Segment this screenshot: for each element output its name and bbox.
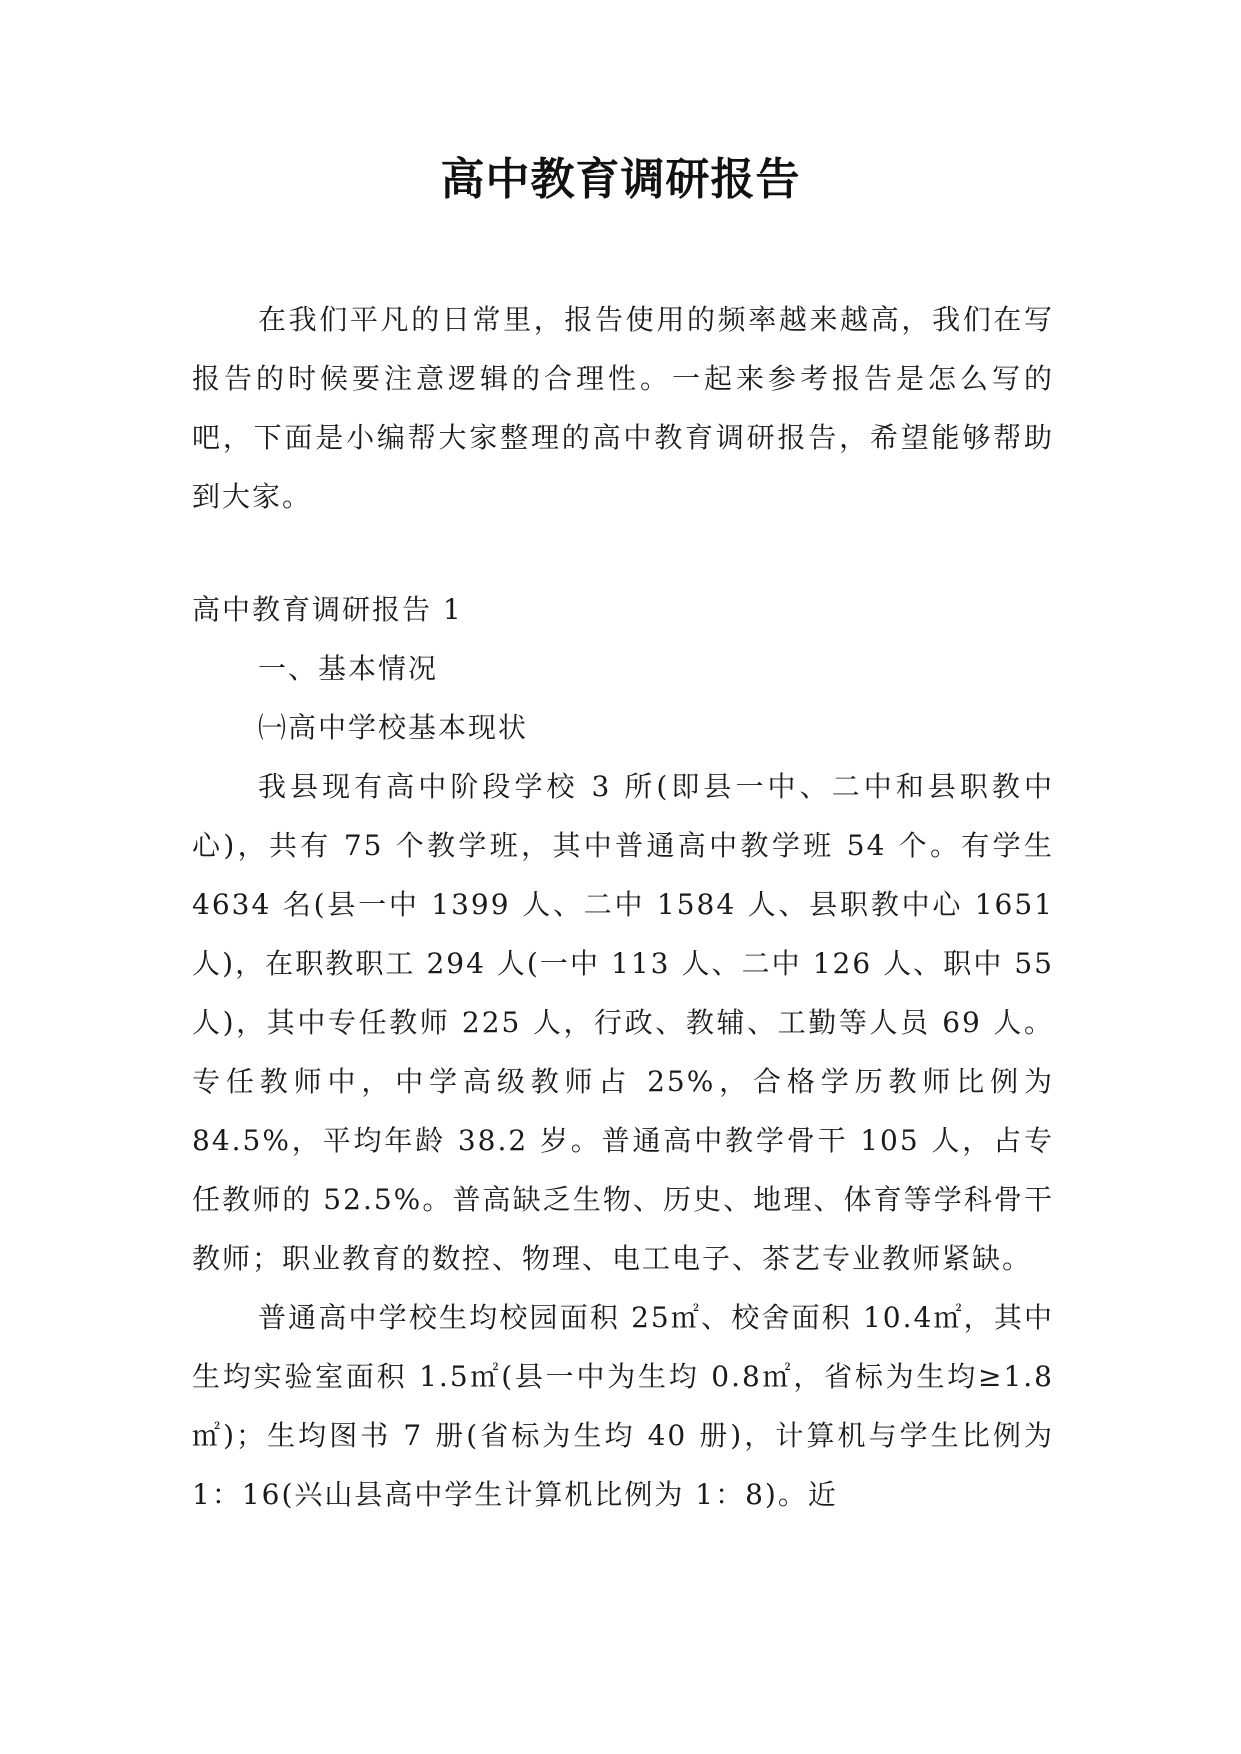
document-title: 高中教育调研报告 bbox=[440, 154, 801, 205]
heading-basic-situation: 一、基本情况 bbox=[258, 652, 439, 685]
intro-paragraph: 在我们平凡的日常里，报告使用的频率越来越高，我们在写报告的时候要注意逻辑的合理性。一起来参考报告是怎么写的吧，下面是小编帮大家整理的高中教育调研报告，希望能够帮助到大家。 bbox=[192, 303, 1054, 513]
body-paragraph-2: 普通高中学校生均校园面积 25㎡、校舍面积 10.4㎡，其中生均实验室面积 1.5㎡(县一中为生均 0.8㎡，省标为生均≥1.8㎡)；生均图书 7 册(省标为生均 40 册)，计算机与学生比例为 1：16(兴山县高中学生计算机比例为 1：8)。近 bbox=[192, 1301, 1054, 1511]
section-title: 高中教育调研报告 1 bbox=[192, 593, 463, 626]
heading-school-status: ㈠高中学校基本现状 bbox=[258, 711, 529, 744]
document-body bbox=[192, 290, 1054, 1524]
body-paragraph-1: 我县现有高中阶段学校 3 所(即县一中、二中和县职教中心)，共有 75 个教学班，其中普通高中教学班 54 个。有学生 4634 名(县一中 1399 人、二中 1584 人、县职教中心 1651 人)，在职教职工 294 人(一中 113 人、二中 126 人、职中 55 人)，其中专任教师 225 人，行政、教辅、工勤等人员 69 人。专任教师中，中学高级教师占 25%，合格学历教师比例为 84.5%，平均年龄 38.2 岁。普通高中教学骨干 105 人，占专任教师的 52.5%。普高缺乏生物、历史、地理、体育等学科骨干教师；职业教育的数控、物理、电工电子、茶艺专业教师紧缺。 bbox=[192, 770, 1054, 1275]
